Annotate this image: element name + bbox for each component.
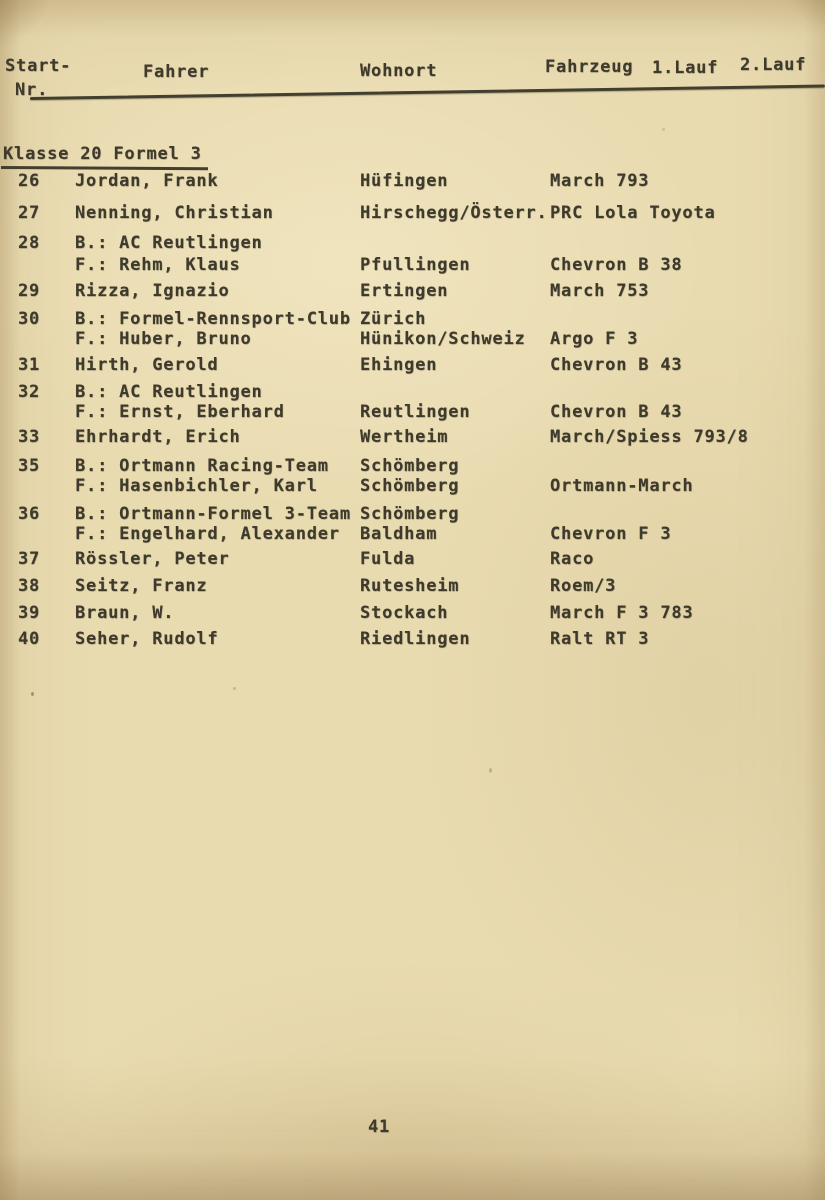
wohnort-cell: Hüfingen: [360, 171, 449, 191]
wohnort-cell: Ehingen: [360, 355, 438, 375]
column-header-start: Start-: [5, 56, 72, 76]
entry-row: [0, 548, 825, 570]
fahrzeug-cell: Chevron B 38: [550, 255, 683, 275]
fahrer-cell: Rössler, Peter: [75, 549, 230, 569]
fahrzeug-cell: PRC Lola Toyota: [550, 203, 716, 223]
start-nr: 30: [18, 309, 41, 329]
wohnort-cell: Reutlingen: [360, 402, 471, 422]
paper-speck: [662, 128, 665, 131]
start-nr: 35: [18, 456, 41, 476]
fahrzeug-cell: March/Spiess 793/8: [550, 427, 749, 447]
fahrzeug-cell: March 753: [550, 281, 650, 301]
fahrer-cell: B.: Ortmann-Formel 3-Team: [75, 504, 351, 524]
fahrzeug-cell: Raco: [550, 549, 595, 569]
entry-row: [0, 602, 825, 624]
fahrer-cell: F.: Huber, Bruno: [75, 329, 252, 349]
entry-row: [0, 523, 825, 545]
wohnort-cell: Schömberg: [360, 476, 460, 496]
wohnort-cell: Fulda: [360, 549, 416, 569]
entry-row: [0, 254, 825, 276]
start-nr: 27: [18, 203, 41, 223]
entry-row: [0, 354, 825, 376]
wohnort-cell: Schömberg: [360, 456, 460, 476]
start-nr: 31: [18, 355, 41, 375]
entry-row: [0, 503, 825, 525]
fahrer-cell: Jordan, Frank: [75, 171, 219, 191]
column-header-lauf1: 1.Lauf: [652, 58, 719, 78]
fahrer-cell: Hirth, Gerold: [75, 355, 219, 375]
paper-speck: [31, 692, 34, 696]
fahrer-cell: Ehrhardt, Erich: [75, 427, 241, 447]
start-nr: 36: [18, 504, 41, 524]
entry-row: [0, 628, 825, 650]
start-nr: 32: [18, 382, 41, 402]
wohnort-cell: Hirschegg/Österr.: [360, 203, 548, 223]
fahrzeug-cell: Ortmann-March: [550, 476, 694, 496]
fahrer-cell: B.: Formel-Rennsport-Club: [75, 309, 351, 329]
start-nr: 29: [18, 281, 41, 301]
wohnort-cell: Hünikon/Schweiz: [360, 329, 526, 349]
fahrer-cell: B.: AC Reutlingen: [75, 233, 263, 253]
fahrer-cell: Seher, Rudolf: [75, 629, 219, 649]
entry-row: [0, 381, 825, 403]
wohnort-cell: Schömberg: [360, 504, 460, 524]
start-nr: 33: [18, 427, 41, 447]
fahrer-cell: F.: Engelhard, Alexander: [75, 524, 340, 544]
fahrzeug-cell: March 793: [550, 171, 650, 191]
wohnort-cell: Stockach: [360, 603, 449, 623]
entry-row: [0, 280, 825, 302]
entry-row: [0, 170, 825, 192]
wohnort-cell: Wertheim: [360, 427, 449, 447]
paper-speck: [233, 687, 236, 690]
entry-row: [0, 328, 825, 350]
fahrzeug-cell: Argo F 3: [550, 329, 639, 349]
wohnort-cell: Pfullingen: [360, 255, 471, 275]
wohnort-cell: Rutesheim: [360, 576, 460, 596]
wohnort-cell: Ertingen: [360, 281, 449, 301]
page-number: 41: [368, 1117, 391, 1137]
fahrer-cell: Seitz, Franz: [75, 576, 208, 596]
entry-row: [0, 308, 825, 330]
entry-row: [0, 475, 825, 497]
fahrer-cell: F.: Rehm, Klaus: [75, 255, 241, 275]
start-nr: 40: [18, 629, 41, 649]
start-nr: 37: [18, 549, 41, 569]
wohnort-cell: Riedlingen: [360, 629, 471, 649]
fahrer-cell: Nenning, Christian: [75, 203, 274, 223]
column-header-nr: Nr.: [15, 80, 49, 100]
wohnort-cell: Zürich: [360, 309, 427, 329]
start-nr: 39: [18, 603, 41, 623]
entry-row: [0, 575, 825, 597]
column-header-fahrzeug: Fahrzeug: [545, 57, 634, 77]
fahrer-cell: F.: Ernst, Eberhard: [75, 402, 285, 422]
start-nr: 28: [18, 233, 41, 253]
fahrzeug-cell: Ralt RT 3: [550, 629, 650, 649]
fahrer-cell: Braun, W.: [75, 603, 175, 623]
entry-row: [0, 401, 825, 423]
fahrzeug-cell: Roem/3: [550, 576, 617, 596]
entry-row: [0, 455, 825, 477]
fahrzeug-cell: Chevron B 43: [550, 355, 683, 375]
paper-speck: [489, 768, 492, 773]
wohnort-cell: Baldham: [360, 524, 438, 544]
start-nr: 26: [18, 171, 41, 191]
fahrzeug-cell: Chevron F 3: [550, 524, 672, 544]
fahrzeug-cell: March F 3 783: [550, 603, 694, 623]
entry-row: [0, 232, 825, 254]
entry-row: [0, 426, 825, 448]
column-header-wohnort: Wohnort: [360, 61, 438, 81]
header-rule: [30, 85, 825, 100]
column-header-fahrer: Fahrer: [143, 62, 210, 82]
start-nr: 38: [18, 576, 41, 596]
fahrzeug-cell: Chevron B 43: [550, 402, 683, 422]
entry-row: [0, 202, 825, 224]
column-header-lauf2: 2.Lauf: [740, 55, 807, 75]
fahrer-cell: Rizza, Ignazio: [75, 281, 230, 301]
fahrer-cell: B.: AC Reutlingen: [75, 382, 263, 402]
fahrer-cell: F.: Hasenbichler, Karl: [75, 476, 318, 496]
fahrer-cell: B.: Ortmann Racing-Team: [75, 456, 329, 476]
section-title: Klasse 20 Formel 3: [3, 144, 202, 164]
